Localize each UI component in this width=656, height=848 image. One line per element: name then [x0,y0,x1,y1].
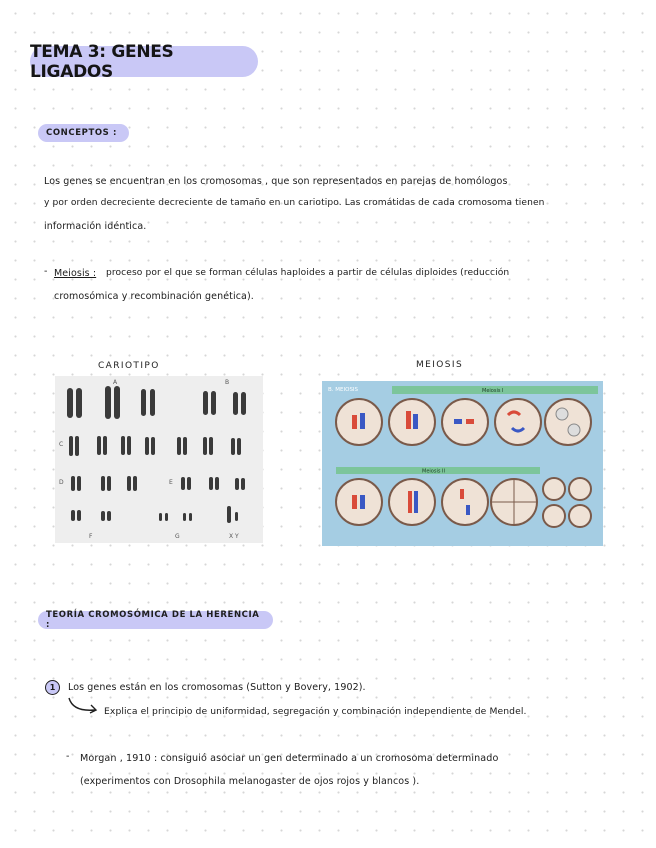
karyotype-label-xy: X Y [229,533,239,540]
karyotype-label-b: B [225,379,230,386]
chromosome-row-4 [71,506,238,523]
section-label-conceptos [38,124,129,142]
meiosis-image [322,381,603,546]
karyotype-label-g: G [175,533,180,540]
intro-line-3: información idéntica. [44,221,147,232]
meiosis-band-1-label: Meiosis I [482,388,504,394]
intro-line-2: y por orden decreciente decreciente de tamaño en un cariotipo. Las cromátidas de cada cromosoma tienen [44,198,545,208]
chromosome-row-2 [69,436,241,456]
meiosis-header: B. MEIOSIS [328,387,359,393]
point1-line-2: Explica el principio de uniformidad, segregación y combinación independiente de Mendel. [104,706,527,717]
karyotype-label-d: D [59,479,64,486]
chromosome-row-1 [67,386,246,419]
meiosis-term: Meiosis : [54,268,97,279]
section-label-text: TEORÍA CROMOSÓMICA DE LA HERENCIA : [46,610,260,630]
page-title: TEMA 3: GENES LIGADOS [30,41,174,82]
karyotype-label-c: C [59,441,64,448]
meiosis-i-cells [336,399,591,445]
meiosis-diagram [322,381,603,546]
bullet-dash-2: - [66,751,70,762]
chromosome-row-3 [71,476,245,491]
karyotype-caption: CARIOTIPO [98,361,160,371]
point2-line-1: Morgan , 1910 : consiguió asociar un gen determinado a un cromosoma determinado [80,753,499,764]
section-label-text: CONCEPTOS : [46,128,117,138]
curved-arrow-icon [66,696,102,716]
karyotype-label-f: F [89,533,93,540]
meiosis-band-2-label: Meiosis II [422,468,445,475]
section-label-teoria [38,611,273,629]
karyotype-chromosomes [55,376,263,543]
meiosis-def-line-2: cromosómica y recombinación genética). [54,291,254,302]
meiosis-def-line-1: proceso por el que se forman células haploides a partir de células diploides (reducción [106,268,510,278]
number-one-badge [45,680,60,695]
point1-line-1: Los genes están en los cromosomas (Sutton y Bovery, 1902). [68,682,366,693]
meiosis-caption: MEIOSIS [416,360,464,370]
page-title-pill [30,41,258,82]
meiosis-ii-cells [336,478,591,527]
intro-line-1: Los genes se encuentran en los cromosomas , que son representados en parejas de homólogos [44,176,508,187]
bullet-dash: - [44,266,48,277]
number-one: 1 [49,683,56,692]
karyotype-label-a: A [113,379,118,386]
point2-line-2: (experimentos con Drosophila melanogaster de ojos rojos y blancos ). [80,776,420,787]
karyotype-label-e: E [169,479,173,486]
karyotype-image [55,376,263,543]
